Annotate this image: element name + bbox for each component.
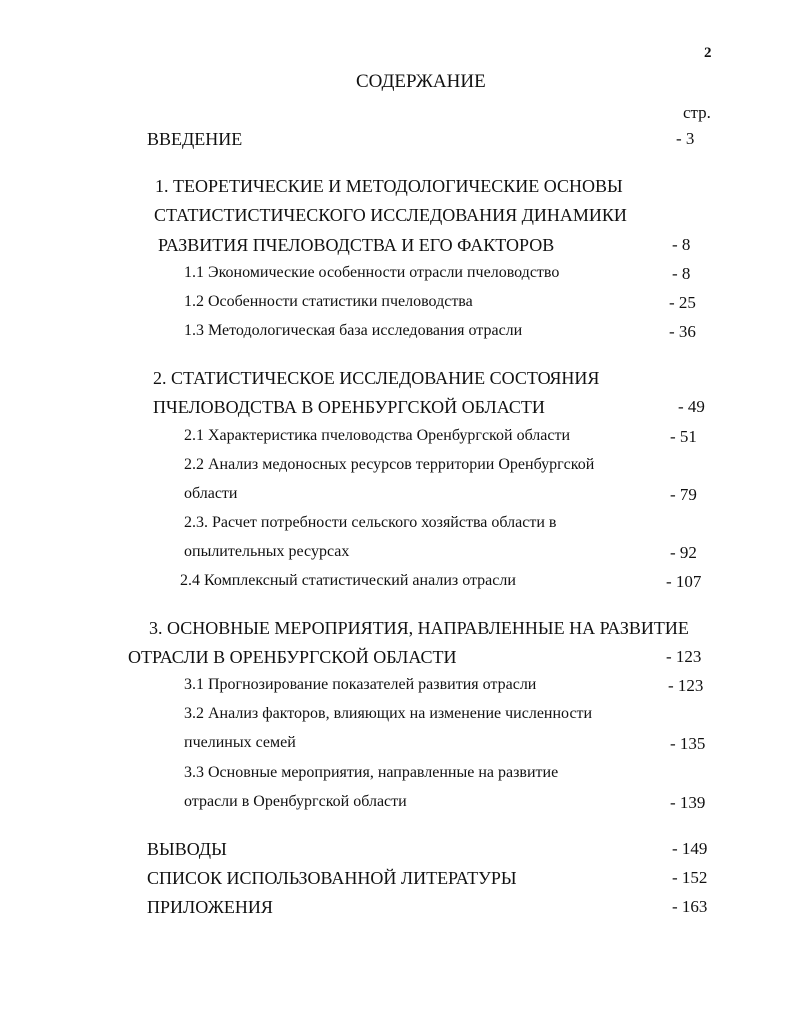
toc-ch3-title-line2[interactable]: ОТРАСЛИ В ОРЕНБУРГСКОЙ ОБЛАСТИ bbox=[128, 647, 457, 667]
toc-ch3-s2-line1[interactable]: 3.2 Анализ факторов, влияющих на изменение численности bbox=[184, 705, 593, 722]
toc-ch1-title-line1[interactable]: 1. ТЕОРЕТИЧЕСКИЕ И МЕТОДОЛОГИЧЕСКИЕ ОСНОВЫ bbox=[155, 176, 623, 196]
toc-ch1-s1[interactable]: 1.1 Экономические особенности отрасли пчеловодство bbox=[184, 264, 560, 281]
toc-ch1-s3-page: - 36 bbox=[669, 322, 696, 341]
toc-ch3-s2-line2[interactable]: пчелиных семей bbox=[184, 734, 296, 751]
toc-conclusions-page: - 149 bbox=[672, 839, 708, 858]
toc-ch2-page: - 49 bbox=[678, 397, 705, 416]
toc-ch3-s3-line2[interactable]: отрасли в Оренбургской области bbox=[184, 793, 407, 810]
toc-ch3-s1-page: - 123 bbox=[668, 676, 704, 695]
toc-ch1-s2[interactable]: 1.2 Особенности статистики пчеловодства bbox=[184, 293, 473, 310]
toc-ch3-s3-page: - 139 bbox=[670, 793, 706, 812]
toc-ch1-s2-page: - 25 bbox=[669, 293, 696, 312]
toc-ch2-s2-line2[interactable]: области bbox=[184, 485, 238, 502]
toc-ch2-s1-page: - 51 bbox=[670, 427, 697, 446]
page-title: СОДЕРЖАНИЕ bbox=[356, 71, 486, 92]
toc-ch2-s1[interactable]: 2.1 Характеристика пчеловодства Оренбургской области bbox=[184, 427, 571, 444]
toc-ch2-s3-line2[interactable]: опылительных ресурсах bbox=[184, 543, 350, 560]
toc-ch3-title-line1[interactable]: 3. ОСНОВНЫЕ МЕРОПРИЯТИЯ, НАПРАВЛЕННЫЕ НА РАЗВИТИЕ bbox=[149, 618, 689, 638]
toc-ch1-s3[interactable]: 1.3 Методологическая база исследования отрасли bbox=[184, 322, 523, 339]
page-number: 2 bbox=[704, 45, 712, 61]
toc-references[interactable]: СПИСОК ИСПОЛЬЗОВАННОЙ ЛИТЕРАТУРЫ bbox=[147, 868, 517, 888]
toc-ch1-s1-page: - 8 bbox=[672, 264, 691, 283]
page-column-label: стр. bbox=[683, 103, 711, 122]
toc-ch1-title-line3[interactable]: РАЗВИТИЯ ПЧЕЛОВОДСТВА И ЕГО ФАКТОРОВ bbox=[158, 235, 555, 255]
toc-references-page: - 152 bbox=[672, 868, 708, 887]
toc-ch2-s2-page: - 79 bbox=[670, 485, 697, 504]
toc-ch2-s2-line1[interactable]: 2.2 Анализ медоносных ресурсов территории Оренбургской bbox=[184, 456, 595, 473]
toc-appendices-page: - 163 bbox=[672, 897, 708, 916]
toc-appendices[interactable]: ПРИЛОЖЕНИЯ bbox=[147, 897, 273, 917]
toc-ch1-title-line2[interactable]: СТАТИСТИСТИЧЕСКОГО ИССЛЕДОВАНИЯ ДИНАМИКИ bbox=[154, 205, 627, 225]
toc-ch2-s3-page: - 92 bbox=[670, 543, 697, 562]
toc-ch2-title-line1[interactable]: 2. СТАТИСТИЧЕСКОЕ ИССЛЕДОВАНИЕ СОСТОЯНИЯ bbox=[153, 368, 600, 388]
toc-ch3-s3-line1[interactable]: 3.3 Основные мероприятия, направленные на развитие bbox=[184, 764, 559, 781]
toc-ch3-s1[interactable]: 3.1 Прогнозирование показателей развития отрасли bbox=[184, 676, 537, 693]
toc-ch1-page: - 8 bbox=[672, 235, 691, 254]
toc-ch2-s4-page: - 107 bbox=[666, 572, 702, 591]
toc-ch2-s3-line1[interactable]: 2.3. Расчет потребности сельского хозяйства области в bbox=[184, 514, 557, 531]
toc-conclusions[interactable]: ВЫВОДЫ bbox=[147, 839, 227, 859]
toc-ch2-s4[interactable]: 2.4 Комплексный статистический анализ отрасли bbox=[180, 572, 516, 589]
toc-ch2-title-line2[interactable]: ПЧЕЛОВОДСТВА В ОРЕНБУРГСКОЙ ОБЛАСТИ bbox=[153, 397, 545, 417]
toc-ch3-s2-page: - 135 bbox=[670, 734, 706, 753]
toc-intro[interactable]: ВВЕДЕНИЕ bbox=[147, 129, 243, 149]
toc-ch3-page: - 123 bbox=[666, 647, 702, 666]
toc-intro-page: - 3 bbox=[676, 129, 695, 148]
